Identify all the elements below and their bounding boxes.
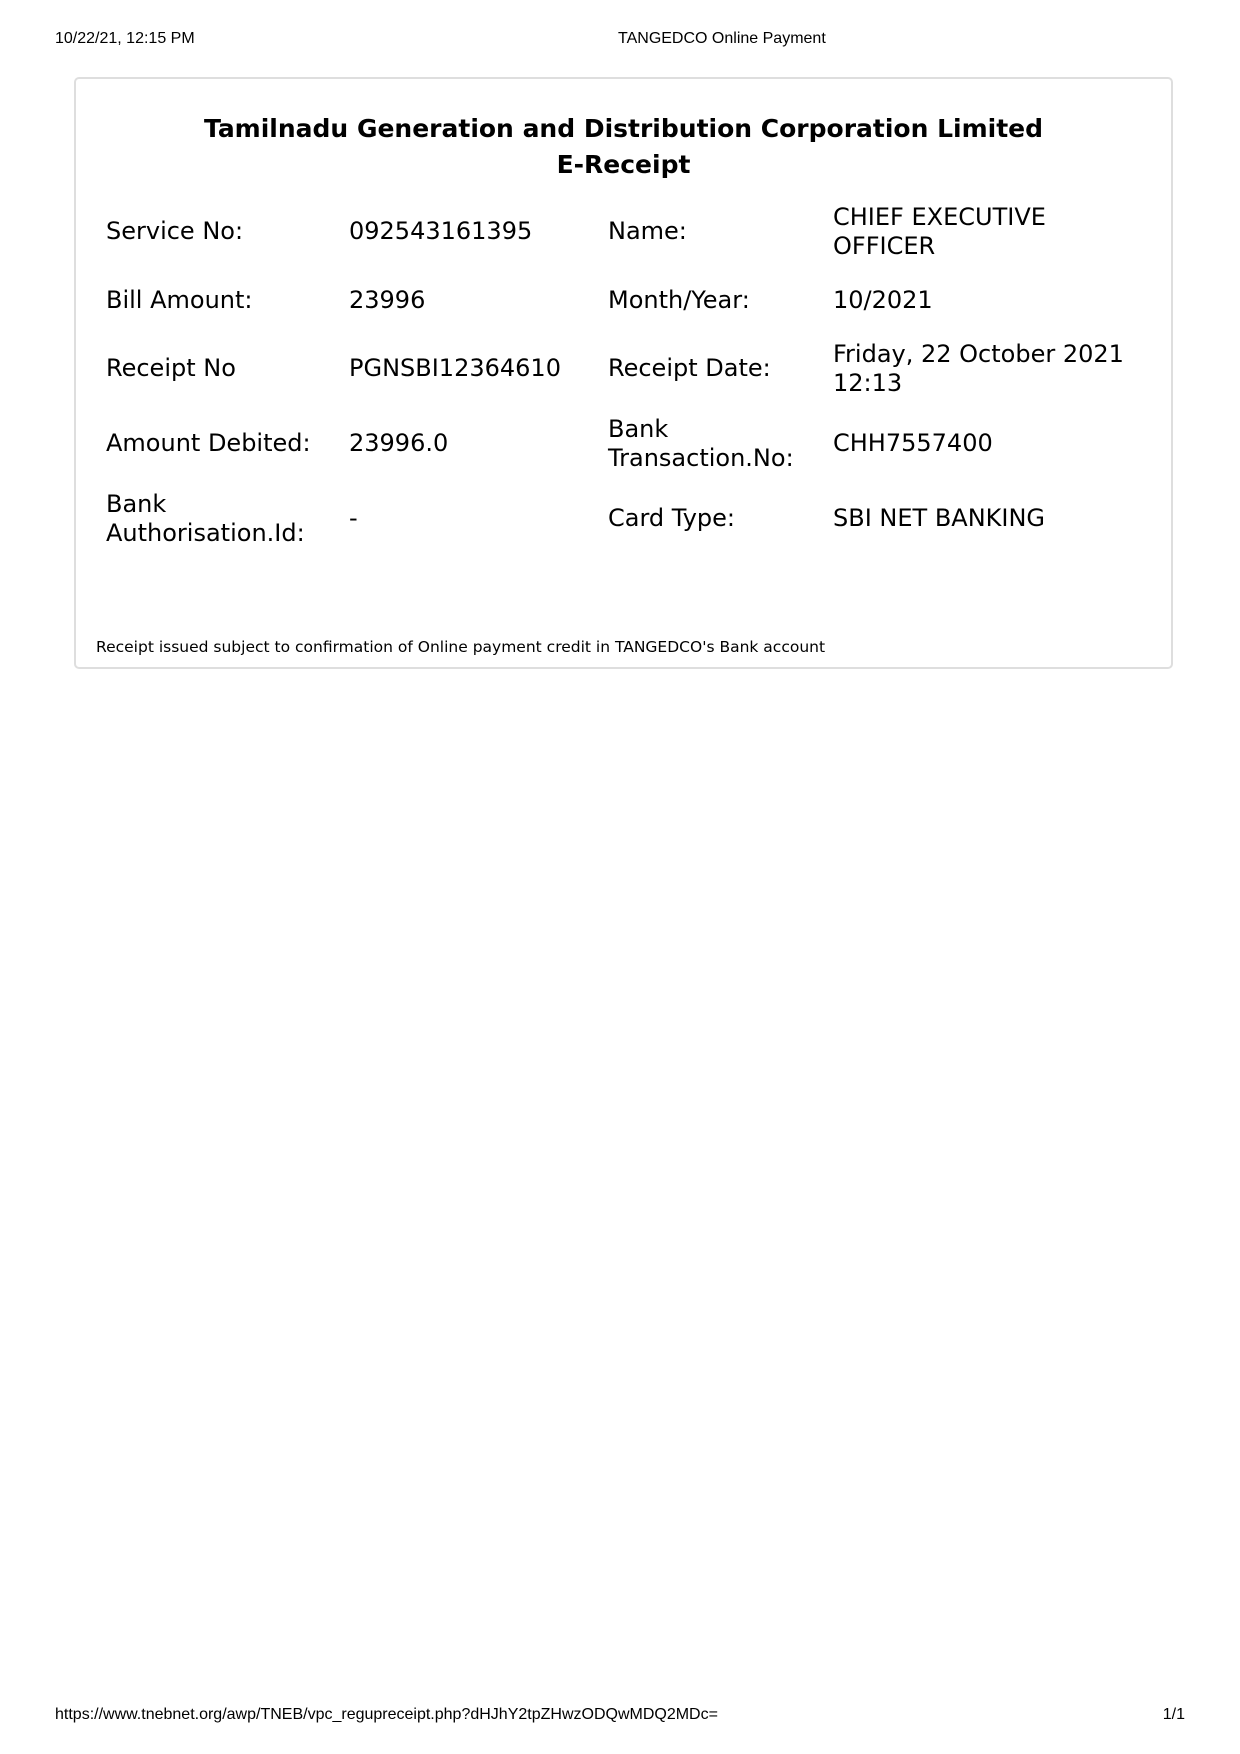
field-value: -	[349, 504, 358, 532]
field-value: Friday, 22 October 2021 12:13	[833, 339, 1124, 397]
field-label: Card Type:	[608, 504, 735, 532]
field-label: Bank Transaction.No:	[608, 414, 794, 472]
receipt-row	[106, 331, 1146, 406]
receipt-fields-table	[106, 194, 1146, 556]
field-value: CHIEF EXECUTIVE OFFICER	[833, 202, 1046, 260]
receipt-card	[74, 77, 1173, 669]
org-name: Tamilnadu Generation and Distribution Corporation Limited	[203, 114, 1044, 143]
receipt-disclaimer: Receipt issued subject to confirmation of Online payment credit in TANGEDCO's Bank account	[96, 638, 826, 656]
print-datetime: 10/22/21, 12:15 PM	[55, 30, 195, 47]
receipt-row	[106, 481, 1146, 556]
field-label: Bank Authorisation.Id:	[106, 489, 305, 547]
print-url[interactable]: https://www.tnebnet.org/awp/TNEB/vpc_regupreceipt.php?dHJhY2tpZHwzODQwMDQ2MDc=	[55, 1706, 718, 1723]
field-value: 092543161395	[349, 217, 533, 245]
field-label: Receipt No	[106, 354, 236, 382]
field-label: Bill Amount:	[106, 285, 253, 314]
print-header	[55, 30, 1185, 52]
field-value: PGNSBI12364610	[349, 354, 561, 382]
receipt-row	[106, 406, 1146, 481]
field-value: 10/2021	[833, 285, 933, 314]
receipt-row	[106, 269, 1146, 331]
field-label: Service No:	[106, 217, 244, 245]
field-label: Month/Year:	[608, 285, 750, 314]
print-footer	[55, 1706, 1185, 1728]
receipt-title: E-Receipt	[556, 150, 691, 179]
field-label: Name:	[608, 217, 687, 245]
field-label: Amount Debited:	[106, 429, 311, 457]
field-value: CHH7557400	[833, 429, 993, 457]
receipt-row	[106, 194, 1146, 269]
field-value: 23996.0	[349, 429, 449, 457]
field-label: Receipt Date:	[608, 354, 771, 382]
field-value: SBI NET BANKING	[833, 504, 1046, 532]
print-page-title: TANGEDCO Online Payment	[618, 30, 826, 47]
page-number: 1/1	[1162, 1706, 1185, 1723]
field-value: 23996	[349, 285, 426, 314]
